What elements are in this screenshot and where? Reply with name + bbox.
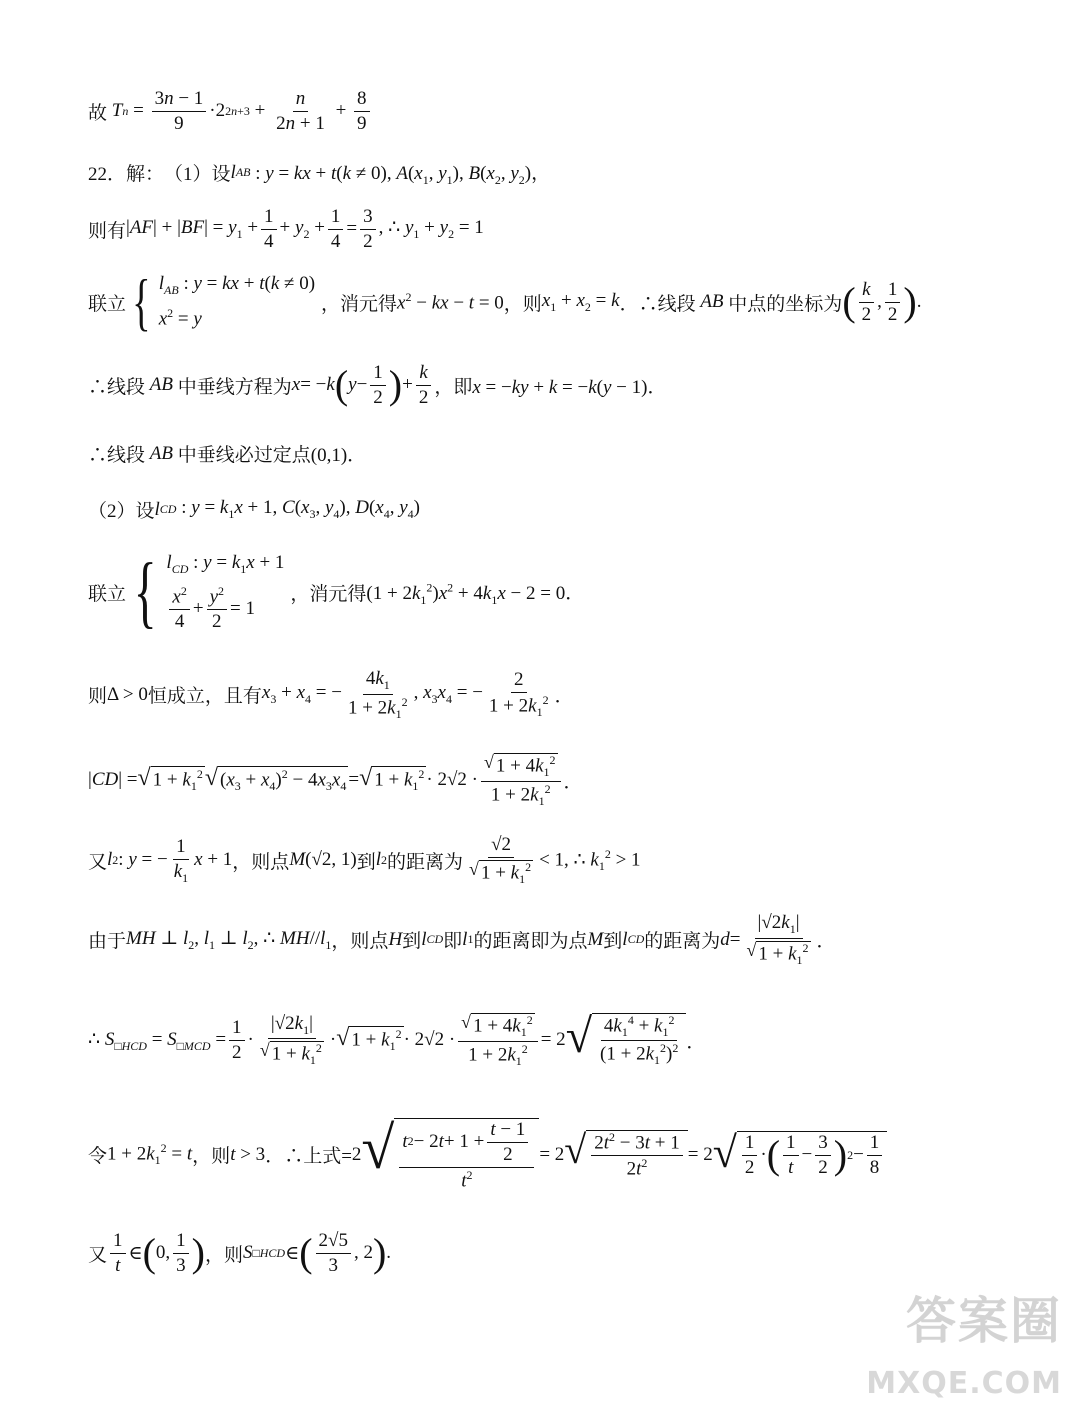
text: 由于 [88,931,127,953]
line-cd-length: |CD| = √ $1 + k_1^2$ √ $(x_3 + x_4)^2 - 4x_3x_4$ = √ $1 + k_1^2$ · 2√2 · √ $1 + 4k_1^2$ $1 + 2k_1^2$ ． [88,752,583,809]
watermark [866,1281,1062,1401]
text: ，消元得 [321,293,398,315]
text: 中点的坐标为 [728,293,843,315]
text: ．∴线段 [619,293,696,315]
text: 又 [88,851,108,873]
line-af-bf: 则有 $|AF| + |BF| = y_1$ + $\frac{1}{4}$ + $y_2$ + $\frac{1}{4}$ = $\frac{3}{2}$ , ∴ $y_1 + y_2 = 1$ [88,206,484,252]
text: 令 [88,1146,108,1168]
text: 的距离为 [387,851,464,873]
text: ，即 [434,376,473,398]
text: 联立 [88,583,127,605]
text: 到 [603,931,623,953]
question-number: 22．解： [88,164,165,186]
text: ，则点 [232,851,290,873]
line-vieta: 则 Δ > 0 恒成立，且有 $x_3 + x_4$ = − $\frac{4k_1}{1 + 2k_1^2}$ , $x_3x_4$ = − $\frac{2}{1 + 2k_1^2}$ ． [88,668,574,721]
text: 又 [88,1244,108,1266]
line-area: ∴ $S_{□HCD} = S_{□MCD}$ = $\frac{1}{2}$ · $|√2k_1|$ √ $1 + k_1^2$ · √ $1 + k_1^2$ · 2√2 · √ $1 + 4k_1^2$ $1 + 2k_1^2$ = 2 √ $\frac{4k_1^4 + k_1^2}{(1 + 2k_1^2)^2}$ ． [88,1009,706,1069]
watermark-logo: 答案圈 [906,1292,1062,1350]
text: 联立 [88,293,127,315]
text: ，消元得 [290,583,367,605]
line-distance: 由于 MH ⊥ $l_2$, $l_1$ ⊥ $l_2$, ∴ $MH//l_1$ ，则点 H 到 l CD 即 l 1 的距离即为点 M 到 l CD 的距离为 d = $|√2k_1|$ √ $1 + k_1^2$ ． [88,912,836,967]
line-fixed-point: ∴线段 AB 中垂线必过定点 (0,1)． [88,440,366,467]
line-range: 又 $\frac{1}{t}$ ∈ ( 0, $\frac{1}{3}$ ) ，则 S □HCD ∈ ( $\frac{2√5}{3}$ , 2 ) . [88,1230,392,1276]
line-q22: 22．解： （1）设 l AB : y = kx + t(k ≠ 0), $A(x_1$, $y_1$), $B(x_2$, $y_2$)， [88,158,550,188]
text: 中垂线必过定点 [177,445,311,466]
text: 的距离即为点 [473,931,588,953]
text: ，则 [503,293,542,315]
text: ，则点 [331,931,389,953]
text: 则 [88,686,108,708]
line-system-2: 联立 { $l_{CD}$ : $y = k_1x + 1$ $\frac{x^2}{4}$ + $\frac{y^2}{2}$ = 1 ，消元得 $(1 + 2k_1^2)x^2 + 4k_1x - 2 = 0$． [88,548,585,637]
text: ∴线段 [88,376,146,398]
text: ．∴上式= [265,1146,352,1168]
line-tn: 故 T n = $\frac{3n - 1}{9}$ ·2 2n+3 + $\frac{n}{2n + 1}$ + $\frac{8}{9}$ [88,88,373,135]
text: 则有 [88,220,127,242]
line-system-1: 联立 { $l_{AB}$ : y = kx + t(k ≠ 0) $x^2 = y$ ，消元得 $x^2$ − kx − t = 0 ，则 $x_1 + x_2 = k$ ．∴线段 AB 中点的坐标为 ( $\frac{k}{2}$ , $\frac{1}{2}$ ) . [88,266,922,337]
text: （1）设 [164,164,231,186]
line-substitution: 令 $1 + 2k_1^2 = t$ ，则 t > 3 ．∴上式= 2 √ t 2 − 2 t + 1 + $\frac{t - 1}{2}$ $t^2$ = 2 √ $\frac{2t^2 - 3t + 1}{2t^2}$ = 2 √ $\frac{1}{2}$ · ( $\frac{1}{t}$ − $\frac{3}{2}$ ) 2 − $\frac{1}{8}$ [88,1118,887,1192]
line-part2: （2）设 l CD : $y = k_1x + 1$, $C(x_3$, $y_4$), $D(x_4$, $y_4$) [88,497,420,522]
line-l2: 又 l 2 : y = − $\frac{1}{k_1}$ x + 1 ，则点 M (√2, 1) 到 l 2 的距离为 √2 √ $1 + k_1^2$ < 1, ∴ $k_1^2 > 1$ [88,834,641,886]
text: ，则 [205,1244,244,1266]
text: 故 [88,102,108,124]
text: 到 [402,931,422,953]
watermark-url: MXQE.COM [866,1366,1062,1401]
text: 恒成立，且有 [147,686,262,708]
text: 的距离为 [644,931,721,953]
text: ，则 [192,1146,231,1168]
line-perp-bisector: ∴线段 AB 中垂线方程为 x = −k ( y − $\frac{1}{2}$ ) + $\frac{k}{2}$ ，即 x = −ky + k = −k(y − 1)． [88,362,667,408]
text: ∴线段 [88,445,146,466]
text: 中垂线方程为 [177,376,292,398]
text: 即 [443,931,463,953]
text: （2）设 [88,501,155,522]
text: 到 [356,851,376,873]
